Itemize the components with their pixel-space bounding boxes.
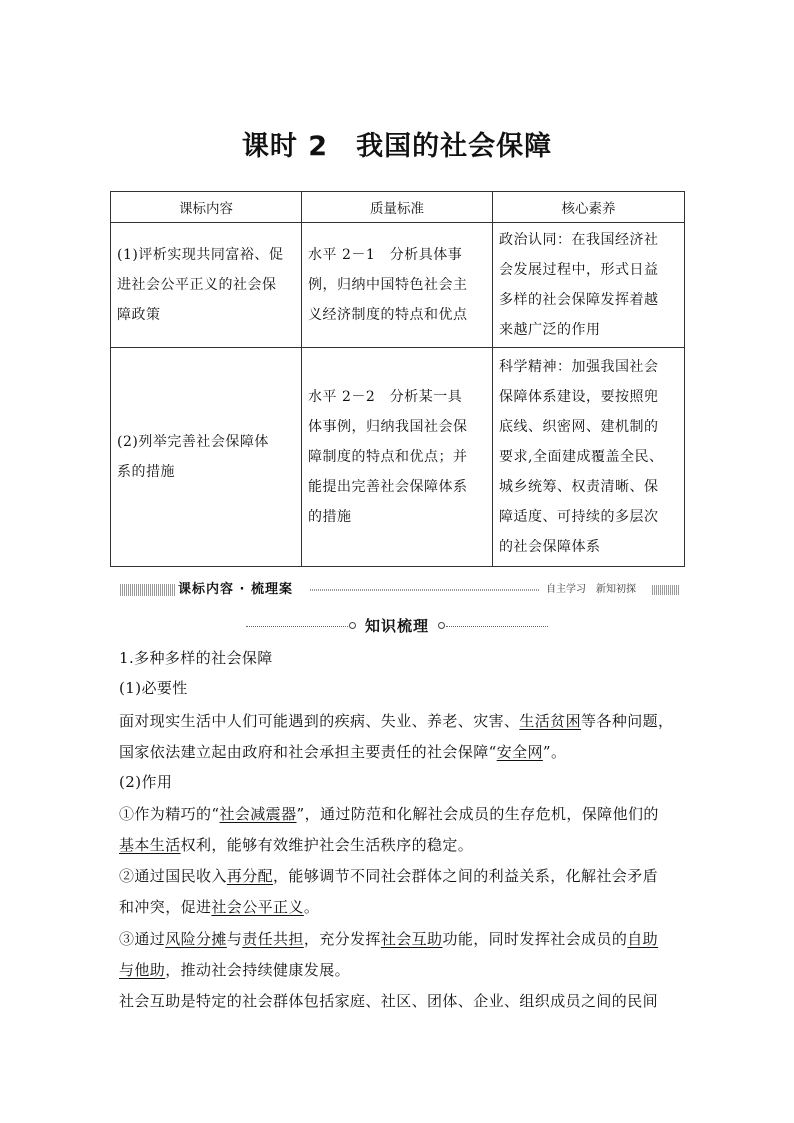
cell-line: 系的措施 xyxy=(117,464,175,480)
cell-line: 水平 2－2 分析某一具 xyxy=(308,389,463,405)
text-span: ③通过 xyxy=(119,930,166,948)
cell-line: 要求,全面建成覆盖全民、 xyxy=(499,449,664,465)
cell-line: 的措施 xyxy=(308,509,352,525)
paragraph-line xyxy=(119,958,350,982)
table-cell xyxy=(302,223,493,348)
table-cell xyxy=(493,348,685,567)
band-divider-line xyxy=(310,589,540,591)
paragraph-line: 社会互助是特定的社会群体包括家庭、社区、团体、企业、组织成员之间的民间 xyxy=(119,992,659,1010)
table-cell xyxy=(111,348,302,567)
text-span: 等各种问题， xyxy=(581,712,674,730)
cell-line: 科学精神：加强我国社会 xyxy=(499,359,659,375)
band-label-self-study: 自主学习 xyxy=(546,584,586,595)
paragraph-line xyxy=(119,740,566,764)
paragraph-line xyxy=(119,864,658,888)
dotted-rule-right xyxy=(446,626,548,627)
keyword-underlined: 生活贫困 xyxy=(519,712,582,730)
page-title: 课时 2 我国的社会保障 xyxy=(241,131,553,162)
keyword-underlined: 社会减震器 xyxy=(219,805,297,823)
paragraph-line xyxy=(119,709,673,733)
keyword-underlined: 与他助 xyxy=(119,961,166,979)
cell-line: 体事例，归纳我国社会保 xyxy=(308,419,468,435)
band-stripes-left xyxy=(120,584,176,596)
text-span: ”，通过防范和化解社会成员的生存危机，保障他们的 xyxy=(296,805,659,823)
table-cell xyxy=(493,223,685,348)
table-cell xyxy=(111,223,302,348)
band-stripes-right xyxy=(652,585,680,595)
cell-line: 城乡统筹、权责清晰、保 xyxy=(499,479,659,495)
dotted-rule-left xyxy=(246,626,348,627)
paragraph-line xyxy=(119,927,658,951)
cell-line: 进社会公平正义的社会保 xyxy=(117,277,277,293)
section-band xyxy=(120,582,680,598)
cell-line: 底线、织密网、建机制的 xyxy=(499,419,659,435)
cell-line: 多样的社会保障发挥着越 xyxy=(499,292,659,308)
heading-necessity: (1)必要性 xyxy=(119,679,188,697)
keyword-underlined: 再分配 xyxy=(226,867,274,885)
paragraph-line xyxy=(119,802,659,826)
text-span: 面对现实生活中人们可能遇到的疾病、失业、养老、灾害、 xyxy=(119,712,520,730)
cell-line: 义经济制度的特点和优点 xyxy=(308,307,468,323)
text-span: ，充分发挥 xyxy=(303,930,381,948)
paragraph-line xyxy=(119,895,319,919)
keyword-underlined: 自助 xyxy=(627,930,659,948)
text-span: 与 xyxy=(226,930,243,948)
text-span: ①作为精巧的“ xyxy=(119,805,220,823)
paragraph-line xyxy=(119,833,473,857)
keyword-underlined: 安全网 xyxy=(496,743,543,761)
band-label-new-knowledge: 新知初探 xyxy=(596,584,636,595)
heading-function: (2)作用 xyxy=(119,773,173,791)
text-span: 。 xyxy=(303,898,320,916)
cell-line: 会发展过程中，形式日益 xyxy=(499,262,659,278)
cell-line: 政治认同：在我国经济社 xyxy=(499,232,659,248)
curriculum-standards-table xyxy=(110,191,685,567)
text-span: 功能，同时发挥社会成员的 xyxy=(442,930,628,948)
column-header-literacy: 核心素养 xyxy=(493,192,685,223)
cell-line: 能提出完善社会保障体系 xyxy=(308,479,468,495)
keyword-underlined: 基本生活 xyxy=(119,836,181,854)
circle-ornament-right xyxy=(438,622,445,629)
text-span: ，能够调节不同社会群体之间的利益关系，化解社会矛盾 xyxy=(273,867,659,885)
cell-line: (1)评析实现共同富裕、促 xyxy=(117,247,284,263)
cell-line: 障制度的特点和优点；并 xyxy=(308,449,468,465)
band-label-left: 课标内容 · 梳理案 xyxy=(178,582,293,597)
table-row xyxy=(111,223,685,348)
text-span: 和冲突，促进 xyxy=(119,898,212,916)
keyword-underlined: 责任共担 xyxy=(242,930,304,948)
cell-line: 障适度、可持续的多层次 xyxy=(499,509,659,525)
cell-line: 障政策 xyxy=(117,307,161,323)
cell-line: 例，归纳中国特色社会主 xyxy=(308,277,468,293)
keyword-underlined: 社会互助 xyxy=(380,930,443,948)
cell-line: 来越广泛的作用 xyxy=(499,322,601,338)
text-span: 国家依法建立起由政府和社会承担主要责任的社会保障“ xyxy=(119,743,497,761)
text-span: ，推动社会持续健康发展。 xyxy=(165,961,351,979)
band-label-right xyxy=(546,582,646,598)
table-cell xyxy=(302,348,493,567)
column-header-content: 课标内容 xyxy=(111,192,302,223)
text-span: ②通过国民收入 xyxy=(119,867,227,885)
heading-1: 1.多种多样的社会保障 xyxy=(119,649,273,667)
cell-line: (2)列举完善社会保障体 xyxy=(117,434,269,450)
cell-line: 保障体系建设，要按照兜 xyxy=(499,389,659,405)
cell-line: 水平 2－1 分析具体事 xyxy=(308,247,463,263)
section-heading xyxy=(246,616,548,636)
keyword-underlined: 风险分摊 xyxy=(165,930,227,948)
table-row xyxy=(111,348,685,567)
text-span: ”。 xyxy=(542,743,567,761)
circle-ornament-left xyxy=(349,622,356,629)
cell-line: 的社会保障体系 xyxy=(499,539,601,555)
section-heading-text: 知识梳理 xyxy=(364,617,429,635)
text-span: 权利，能够有效维护社会生活秩序的稳定。 xyxy=(180,836,474,854)
column-header-quality: 质量标准 xyxy=(302,192,493,223)
table-header-row xyxy=(111,192,685,223)
keyword-underlined: 社会公平正义 xyxy=(211,898,304,916)
